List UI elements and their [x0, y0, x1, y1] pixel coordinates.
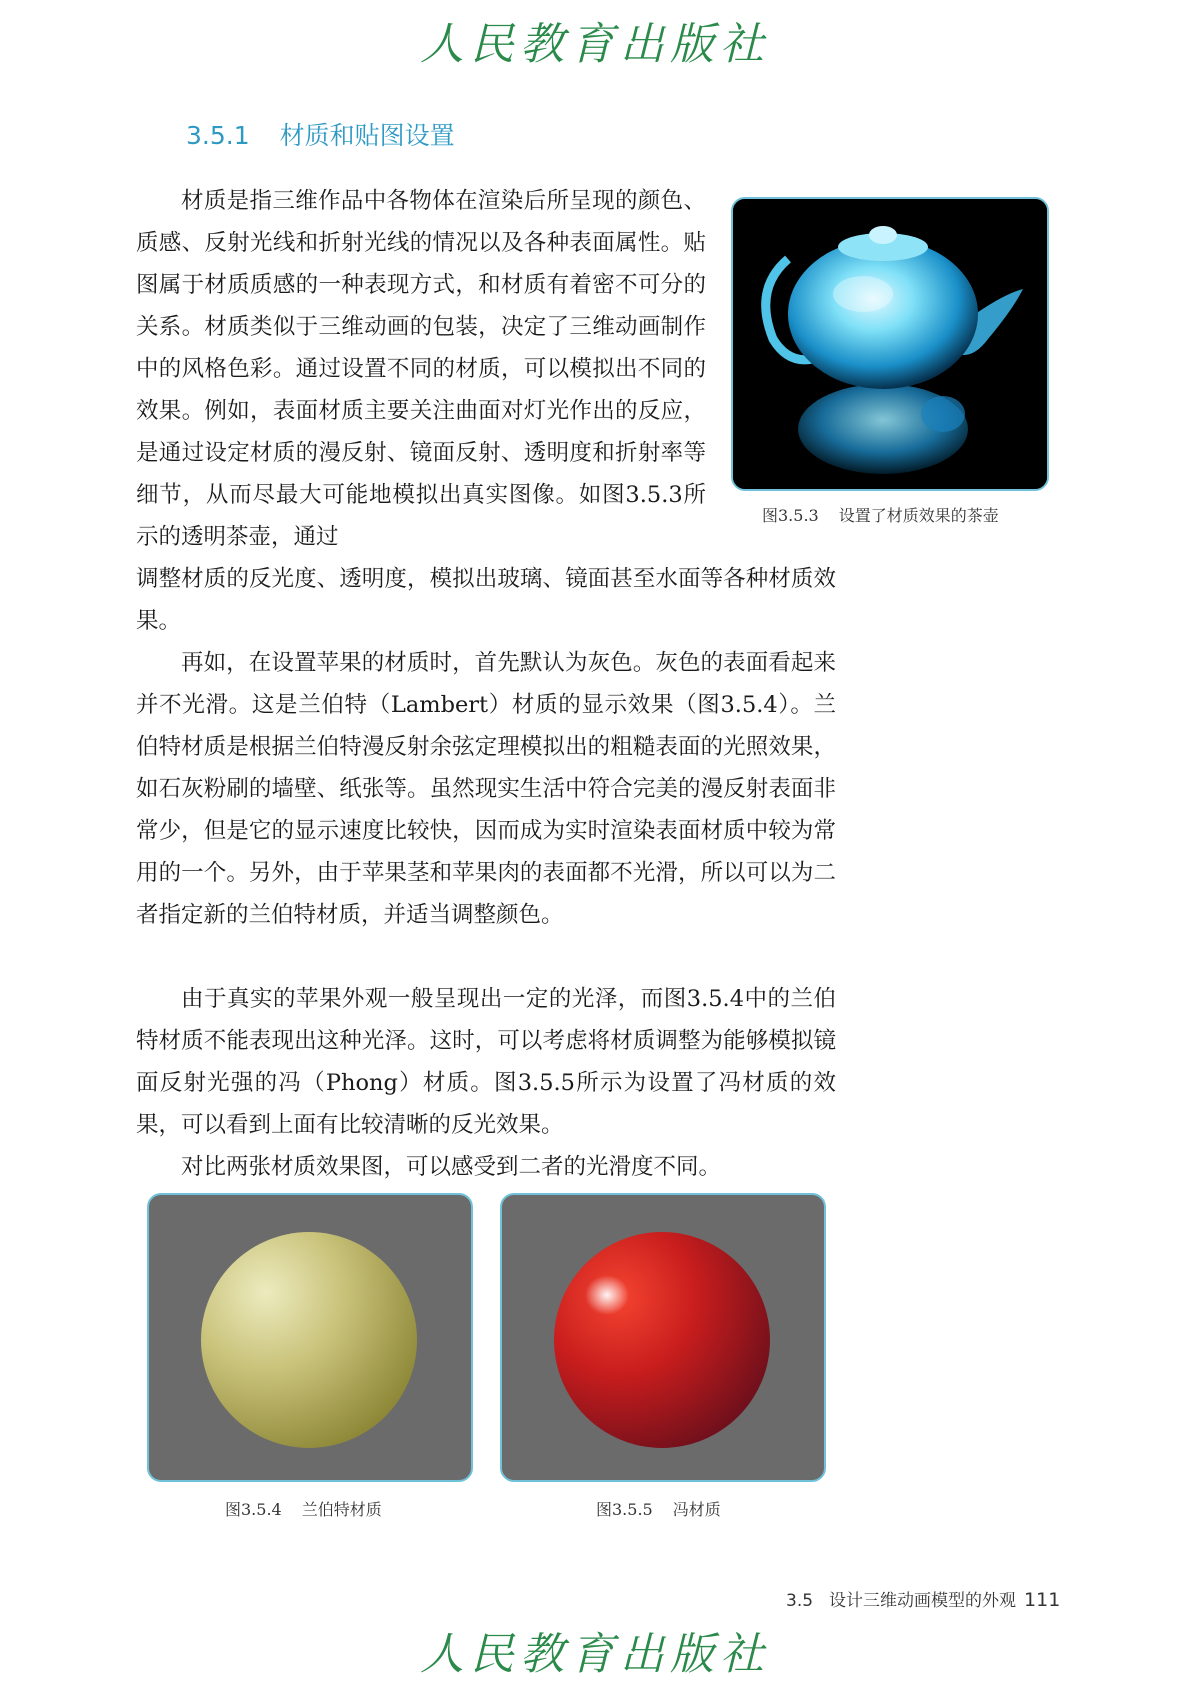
teapot-caption: [762, 503, 999, 526]
paragraph-1-text: 材质是指三维作品中各物体在渲染后所呈现的颜色、质感、反射光线和折射光线的情况以及各种表面属性。贴图属于材质质感的一种表现方式，和材质有着密不可分的关系。材质类似于三维动画的包装，决定了三维动画制作中的风格色彩。通过设置不同的材质，可以模拟出不同的效果。例如，表面材质主要关注曲面对灯光作出的反应，是通过设定材质的漫反射、镜面反射、透明度和折射率等细节，从而尽最大可能地模拟出真实图像。如图3.5.3所示的透明茶壶，通过: [136, 188, 706, 550]
footer-chapter-title: 设计三维动画模型的外观: [829, 1591, 1017, 1611]
paragraph-4-text: 对比两张材质效果图，可以感受到二者的光滑度不同。: [181, 1154, 722, 1180]
lambert-caption: [225, 1497, 382, 1520]
phong-caption-text: 冯材质: [672, 1500, 721, 1519]
paragraph-2: [136, 642, 836, 936]
page-footer: [786, 1586, 1060, 1611]
paragraph-1-continued: [136, 558, 836, 642]
phong-figure: [500, 1193, 826, 1482]
section-name: 材质和贴图设置: [279, 121, 455, 150]
phong-caption: [596, 1497, 721, 1520]
paragraph-2-text: 再如，在设置苹果的材质时，首先默认为灰色。灰色的表面看起来并不光滑。这是兰伯特（Lambert）材质的显示效果（图3.5.4）。兰伯特材质是根据兰伯特漫反射余弦定理模拟出的粗糙表面的光照效果，如石灰粉刷的墙壁、纸张等。虽然现实生活中符合完美的漫反射表面非常少，但是它的显示速度比较快，因而成为实时渲染表面材质中较为常用的一个。另外，由于苹果茎和苹果肉的表面都不光滑，所以可以为二者指定新的兰伯特材质，并适当调整颜色。: [136, 650, 836, 928]
paragraph-1-continued-text: 调整材质的反光度、透明度，模拟出玻璃、镜面甚至水面等各种材质效果。: [136, 566, 836, 634]
paragraph-3: [136, 978, 836, 1146]
teapot-figure: [731, 197, 1049, 491]
publisher-logo-bottom: 人民教育出版社: [420, 1629, 770, 1680]
section-number: 3.5.1: [186, 121, 250, 150]
section-title: [186, 116, 455, 152]
teapot-image: [733, 199, 1047, 489]
lambert-caption-number: 图3.5.4: [225, 1500, 282, 1519]
lambert-figure: [147, 1193, 473, 1482]
phong-caption-number: 图3.5.5: [596, 1500, 653, 1519]
publisher-logo-top: 人民教育出版社: [420, 19, 770, 70]
lambert-sphere-image: [149, 1195, 471, 1480]
lambert-caption-text: 兰伯特材质: [301, 1500, 382, 1519]
teapot-caption-text: 设置了材质效果的茶壶: [838, 506, 999, 525]
paragraph-3-text: 由于真实的苹果外观一般呈现出一定的光泽，而图3.5.4中的兰伯特材质不能表现出这种光泽。这时，可以考虑将材质调整为能够模拟镜面反射光强的冯（Phong）材质。图3.5.5所示为设置了冯材质的效果，可以看到上面有比较清晰的反光效果。: [136, 986, 836, 1138]
phong-sphere-image: [502, 1195, 824, 1480]
paragraph-1: [136, 180, 706, 558]
paragraph-4: [136, 1146, 836, 1188]
footer-section-number: 3.5: [786, 1591, 814, 1611]
teapot-caption-number: 图3.5.3: [762, 506, 819, 525]
page-number: 111: [1024, 1589, 1061, 1611]
